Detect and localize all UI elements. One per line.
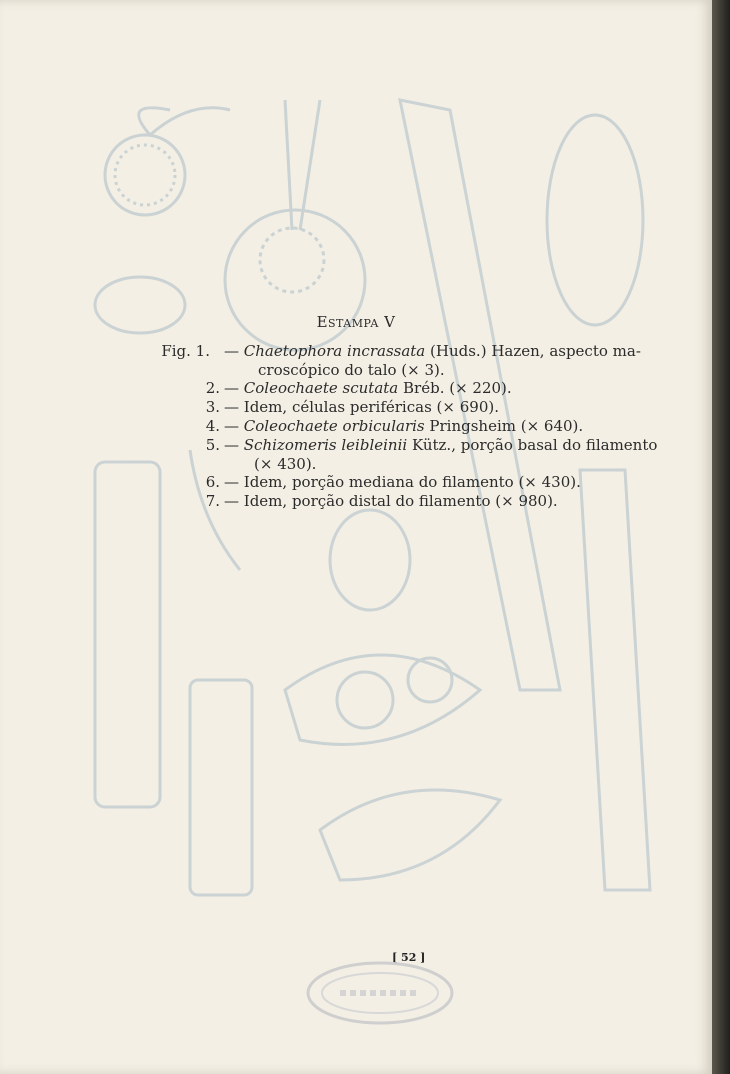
- caption-number: Fig. 1.: [161, 342, 210, 360]
- caption-number: 2.: [205, 379, 220, 397]
- caption-text: — Idem, porção distal do filamento (× 980).: [224, 492, 558, 510]
- caption-number: 3.: [205, 398, 220, 416]
- caption-number: 6.: [205, 473, 220, 491]
- caption-text: — Idem, células periféricas (× 690).: [224, 398, 499, 416]
- caption-text: — Chaetophora incrassata (Huds.) Hazen, aspecto ma-: [224, 342, 641, 360]
- caption-text: — Coleochaete orbicularis Pringsheim (× 640).: [224, 417, 584, 435]
- caption-continuation: (× 430).: [254, 455, 317, 473]
- species-name: Coleochaete scutata: [243, 379, 399, 397]
- species-name: Coleochaete orbicularis: [243, 417, 425, 435]
- species-name: Schizomeris leibleinii: [243, 436, 408, 454]
- caption-number: 7.: [205, 492, 220, 510]
- caption-text: — Idem, porção mediana do filamento (× 430).: [224, 473, 581, 491]
- caption-number: 4.: [205, 417, 220, 435]
- caption-continuation: croscópico do talo (× 3).: [258, 361, 445, 379]
- page-edge: [712, 0, 730, 1074]
- caption-text: — Schizomeris leibleinii Kütz., porção basal do filamento: [224, 436, 658, 454]
- caption-text: — Coleochaete scutata Bréb. (× 220).: [224, 379, 512, 397]
- caption-number: 5.: [205, 436, 220, 454]
- species-name: Chaetophora incrassata: [243, 342, 426, 360]
- library-stamp: [300, 955, 460, 1035]
- page-number: [ 52 ]: [392, 951, 426, 964]
- plate-title: Estampa V: [316, 313, 396, 331]
